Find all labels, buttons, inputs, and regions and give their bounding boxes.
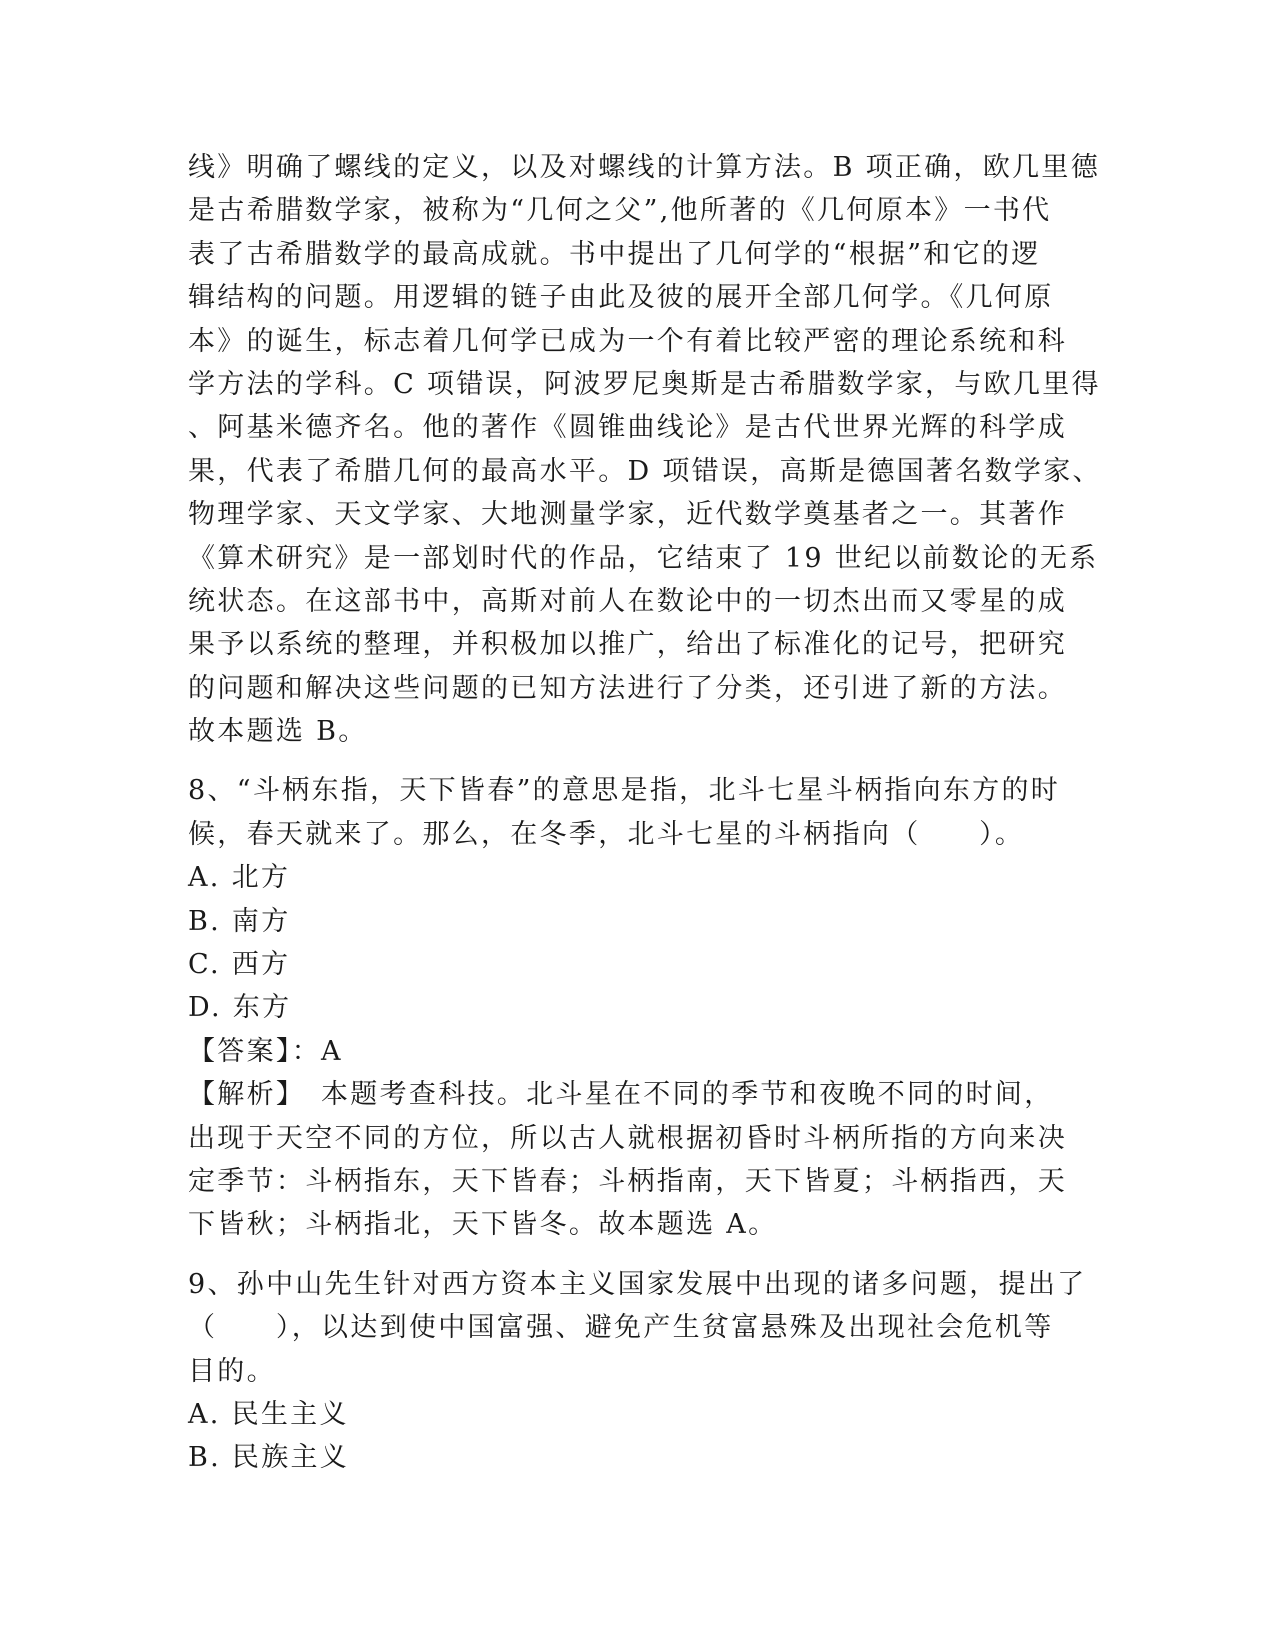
- previous-explanation: [188, 146, 1102, 753]
- text-line: 学方法的学科。C 项错误，阿波罗尼奥斯是古希腊数学家，与欧几里得: [188, 368, 1101, 400]
- option-d: D. 东方: [188, 992, 292, 1024]
- text-line: 物理学家、天文学家、大地测量学家，近代数学奠基者之一。其著作: [188, 499, 1067, 531]
- option-b: B. 南方: [188, 905, 291, 937]
- text-line: 本》的诞生，标志着几何学已成为一个有着比较严密的理论系统和科: [188, 325, 1067, 357]
- question-stem-line: 候，春天就来了。那么，在冬季，北斗七星的斗柄指向（ ）。: [188, 818, 1025, 850]
- analysis-line: 定季节：斗柄指东，天下皆春；斗柄指南，天下皆夏；斗柄指西，天: [188, 1165, 1067, 1197]
- text-line: 《算术研究》是一部划时代的作品，它结束了 19 世纪以前数论的无系: [188, 542, 1099, 574]
- option-b: B. 民族主义: [188, 1442, 350, 1474]
- text-line: 统状态。在这部书中，高斯对前人在数论中的一切杰出而又零星的成: [188, 585, 1067, 617]
- text-line: 辑结构的问题。用逻辑的链子由此及彼的展开全部几何学。《几何原: [188, 282, 1054, 314]
- text-line: 的问题和解决这些问题的已知方法进行了分类，还引进了新的方法。: [188, 672, 1067, 704]
- option-c: C. 西方: [188, 949, 291, 981]
- text-line: 故本题选 B。: [188, 716, 368, 748]
- analysis-line: 下皆秋；斗柄指北，天下皆冬。故本题选 A。: [188, 1209, 778, 1241]
- analysis-line: 【解析】 本题考查科技。北斗星在不同的季节和夜晚不同的时间，: [188, 1079, 1054, 1111]
- text-line: 果予以系统的整理，并积极加以推广，给出了标准化的记号，把研究: [188, 629, 1067, 661]
- question-stem-line: 8、“斗柄东指，天下皆春”的意思是指，北斗七星斗柄指向东方的时: [188, 775, 1061, 807]
- question-stem-line: 9、孙中山先生针对西方资本主义国家发展中出现的诸多问题，提出了: [188, 1268, 1087, 1300]
- option-a: A. 北方: [188, 862, 291, 894]
- document-page: [188, 146, 1102, 1480]
- text-line: 、阿基米德齐名。他的著作《圆锥曲线论》是古代世界光辉的科学成: [188, 412, 1067, 444]
- question-stem-line: （ ），以达到使中国富强、避免产生贫富悬殊及出现社会危机等: [188, 1312, 1054, 1344]
- question-8: [188, 769, 1088, 1246]
- answer-line: 【答案】：A: [188, 1035, 343, 1067]
- option-a: A. 民生主义: [188, 1398, 349, 1430]
- analysis-line: 出现于天空不同的方位，所以古人就根据初昏时斗柄所指的方向来决: [188, 1122, 1067, 1154]
- text-line: 线》明确了螺线的定义，以及对螺线的计算方法。B 项正确，欧几里德: [188, 152, 1101, 183]
- question-9: [188, 1263, 1088, 1480]
- text-line: 表了古希腊数学的最高成就。书中提出了几何学的“根据”和它的逻: [188, 238, 1041, 270]
- text-line: 是古希腊数学家，被称为“几何之父”,他所著的《几何原本》一书代: [188, 195, 1052, 227]
- text-line: 果，代表了希腊几何的最高水平。D 项错误，高斯是德国著名数学家、: [188, 455, 1102, 487]
- question-stem-line: 目的。: [188, 1355, 276, 1387]
